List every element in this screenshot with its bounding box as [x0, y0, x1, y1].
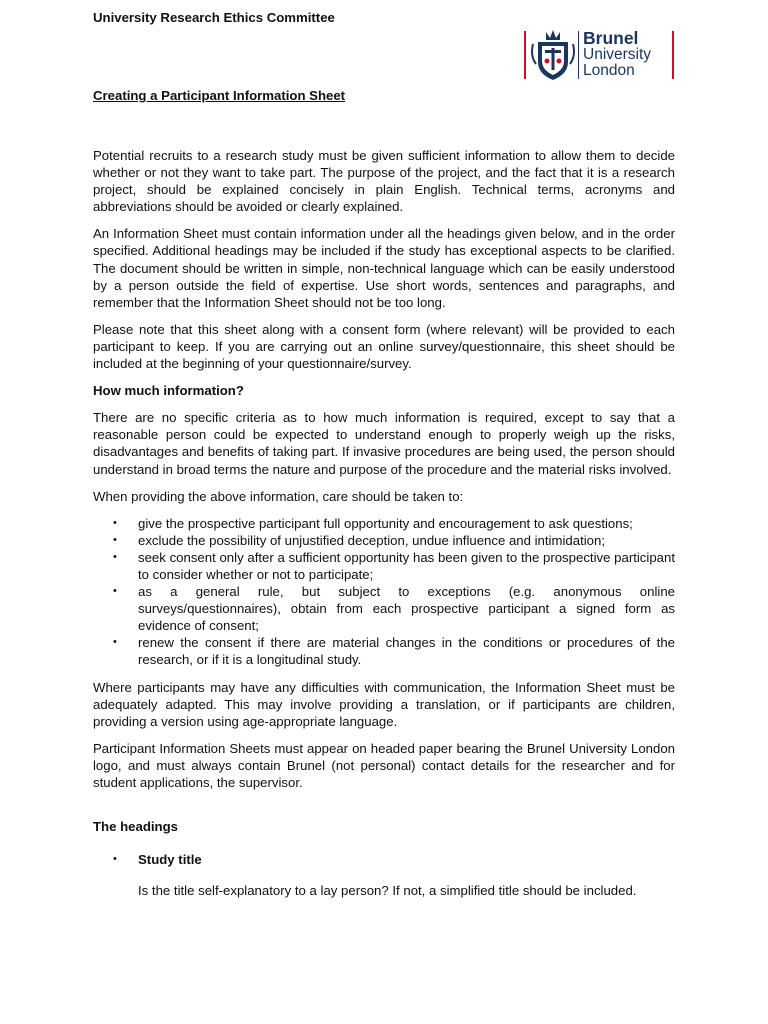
paragraph-headings-requirement: An Information Sheet must contain information under all the headings given below, and in the order specified. Additional headings may be included if the study has exceptional aspects to be clarified. The document should be written in simple, non-technical language which can be easily understood by a person outside the field of expertise. Use short words, sentences and paragraphs, and remember that the Information Sheet should not be too long. — [93, 226, 675, 310]
bullet-icon: • — [113, 636, 117, 649]
bullet-icon: • — [113, 853, 117, 866]
logo-bar-right — [672, 31, 674, 79]
logo-word-london: London — [583, 62, 635, 79]
university-crest-icon — [530, 28, 576, 82]
paragraph-communication: Where participants may have any difficulties with communication, the Information Sheet must be adequately adapted. This may involve providing a translation, or if participants are children, providing a version using age-appropriate language. — [93, 679, 675, 729]
logo-word-brunel: Brunel — [583, 28, 639, 48]
paragraph-consent-note: Please note that this sheet along with a consent form (where relevant) will be provided to each participant to keep. If you are carrying out an online survey/questionnaire, this sheet should be included at the beginning of your questionnaire/survey. — [93, 321, 675, 372]
list-item: • seek consent only after a sufficient opportunity has been given to the prospective participant to consider whether or not to participate; — [113, 549, 675, 582]
spacer — [93, 801, 675, 818]
bullet-icon: • — [113, 585, 117, 598]
list-item: • renew the consent if there are material changes in the conditions or procedures of the research, or if it is a longitudinal study. — [113, 635, 675, 668]
paragraph-care-intro: When providing the above information, care should be taken to: — [93, 488, 464, 504]
list-item-study-title: • Study title — [113, 852, 202, 868]
bullet-icon: • — [113, 516, 117, 529]
heading-how-much-information: How much information? — [93, 383, 244, 399]
heading-the-headings: The headings — [93, 819, 178, 835]
logo-word-university: University — [583, 46, 652, 63]
document-body — [93, 147, 675, 909]
bullet-icon: • — [113, 533, 117, 546]
document-title: Creating a Participant Information Sheet — [93, 88, 346, 103]
paragraph-headed-paper: Participant Information Sheets must appear on headed paper bearing the Brunel University London logo, and must always contain Brunel (not personal) contact details for the researcher and for student applications, the supervisor. — [93, 740, 675, 790]
paragraph-study-title: Is the title self-explanatory to a lay person? If not, a simplified title should be included. — [138, 883, 637, 899]
list-item: • give the prospective participant full opportunity and encouragement to ask questions; — [113, 515, 633, 531]
bullet-icon: • — [113, 550, 117, 563]
committee-name: University Research Ethics Committee — [93, 10, 335, 25]
logo-divider — [578, 31, 579, 79]
care-list — [93, 515, 675, 669]
list-item: • as a general rule, but subject to exceptions (e.g. anonymous online surveys/questionnaires), obtain from each prospective participant a signed form as evidence of consent; — [113, 584, 675, 634]
paragraph-criteria: There are no specific criteria as to how much information is required, except to say that a reasonable person could be expected to understand enough to properly weigh up the risks, disadvantages and benefits of taking part. If invasive procedures are being used, the person should understand in broad terms the nature and purpose of the procedure and the material risks involved. — [93, 410, 675, 477]
brunel-logo — [524, 28, 676, 82]
paragraph-intro: Potential recruits to a research study must be given sufficient information to allow them to decide whether or not they want to take part. The purpose of the project, and the fact that it is a research project, should be explained concisely in plain English. Technical terms, acronyms and abbreviations should be avoided or clearly explained. — [93, 148, 675, 215]
logo-bar-left — [524, 31, 526, 79]
list-item: • exclude the possibility of unjustified deception, undue influence and intimidation; — [113, 532, 605, 548]
